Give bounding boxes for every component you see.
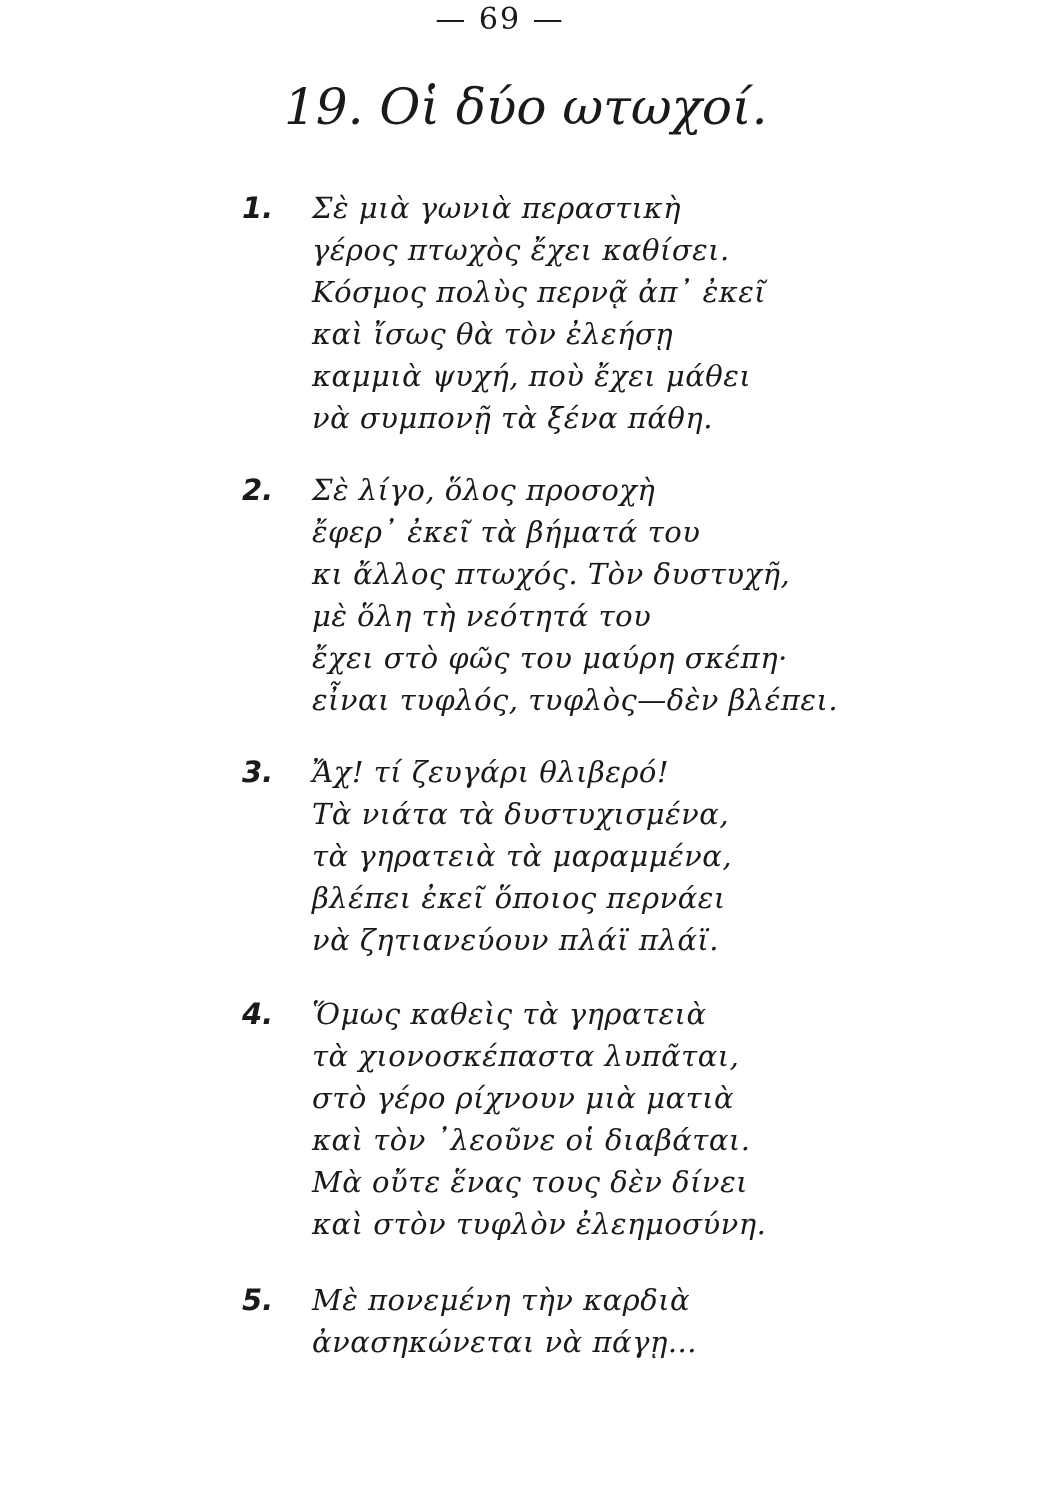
stanza-number: 4.	[242, 997, 274, 1031]
verse-line: τὰ γηρατειὰ τὰ μαραμμένα,	[312, 839, 733, 873]
verse-line: γέρος πτωχὸς ἔχει καθίσει.	[312, 233, 730, 267]
verse-line: νὰ συμπονῇ τὰ ξένα πάθη.	[312, 401, 713, 435]
poem-title: 19. Οἱ δύο ωτωχοί.	[284, 78, 768, 136]
page-number: — 69 —	[435, 2, 565, 37]
verse-line: Ἄχ! τί ζευγάρι θλιβερό!	[312, 755, 670, 789]
stanza-number: 5.	[242, 1283, 274, 1317]
verse-line: κι ἄλλος πτωχός. Τὸν δυστυχῆ,	[312, 557, 791, 591]
verse-line: Μὲ πονεμένη τὴν καρδιὰ	[312, 1283, 691, 1317]
verse-line: καὶ στὸν τυφλὸν ἐλεημοσύνη.	[312, 1207, 767, 1241]
stanza-number: 2.	[242, 473, 274, 507]
verse-line: μὲ ὅλη τὴ νεότητά του	[312, 599, 652, 633]
verse-line: Ὅμως καθεὶς τὰ γηρατειὰ	[312, 997, 707, 1031]
verse-line: ἀνασηκώνεται νὰ πάγῃ...	[312, 1325, 697, 1359]
verse-line: Σὲ μιὰ γωνιὰ περαστικὴ	[312, 191, 681, 225]
stanza-number: 3.	[242, 755, 274, 789]
verse-line: τὰ χιονοσκέπαστα λυπᾶται,	[312, 1039, 740, 1073]
verse-line: εἶναι τυφλός, τυφλὸς—δὲν βλέπει.	[312, 683, 839, 717]
verse-line: καμμιὰ ψυχή, ποὺ ἔχει μάθει	[312, 359, 752, 393]
verse-line: καὶ τὸν ᾽λεοῦνε οἱ διαβάται.	[312, 1123, 751, 1157]
verse-line: ἔχει στὸ φῶς του μαύρη σκέπη·	[312, 641, 788, 675]
verse-line: Μὰ οὔτε ἕνας τους δὲν δίνει	[312, 1165, 748, 1199]
verse-line: βλέπει ἐκεῖ ὅποιος περνάει	[312, 881, 726, 915]
verse-line: στὸ γέρο ρίχνουν μιὰ ματιὰ	[312, 1081, 735, 1115]
verse-line: καὶ ἴσως θὰ τὸν ἐλεήσῃ	[312, 317, 674, 351]
verse-line: Τὰ νιάτα τὰ δυστυχισμένα,	[312, 797, 730, 831]
verse-line: Σὲ λίγο, ὅλος προσοχὴ	[312, 473, 656, 507]
verse-line: ἔφερ᾽ ἐκεῖ τὰ βήματά του	[312, 515, 701, 549]
verse-line: νὰ ζητιανεύουν πλάϊ πλάϊ.	[312, 923, 720, 957]
verse-line: Κόσμος πολὺς περνᾷ ἀπ᾽ ἐκεῖ	[312, 275, 767, 309]
stanza-number: 1.	[242, 191, 274, 225]
